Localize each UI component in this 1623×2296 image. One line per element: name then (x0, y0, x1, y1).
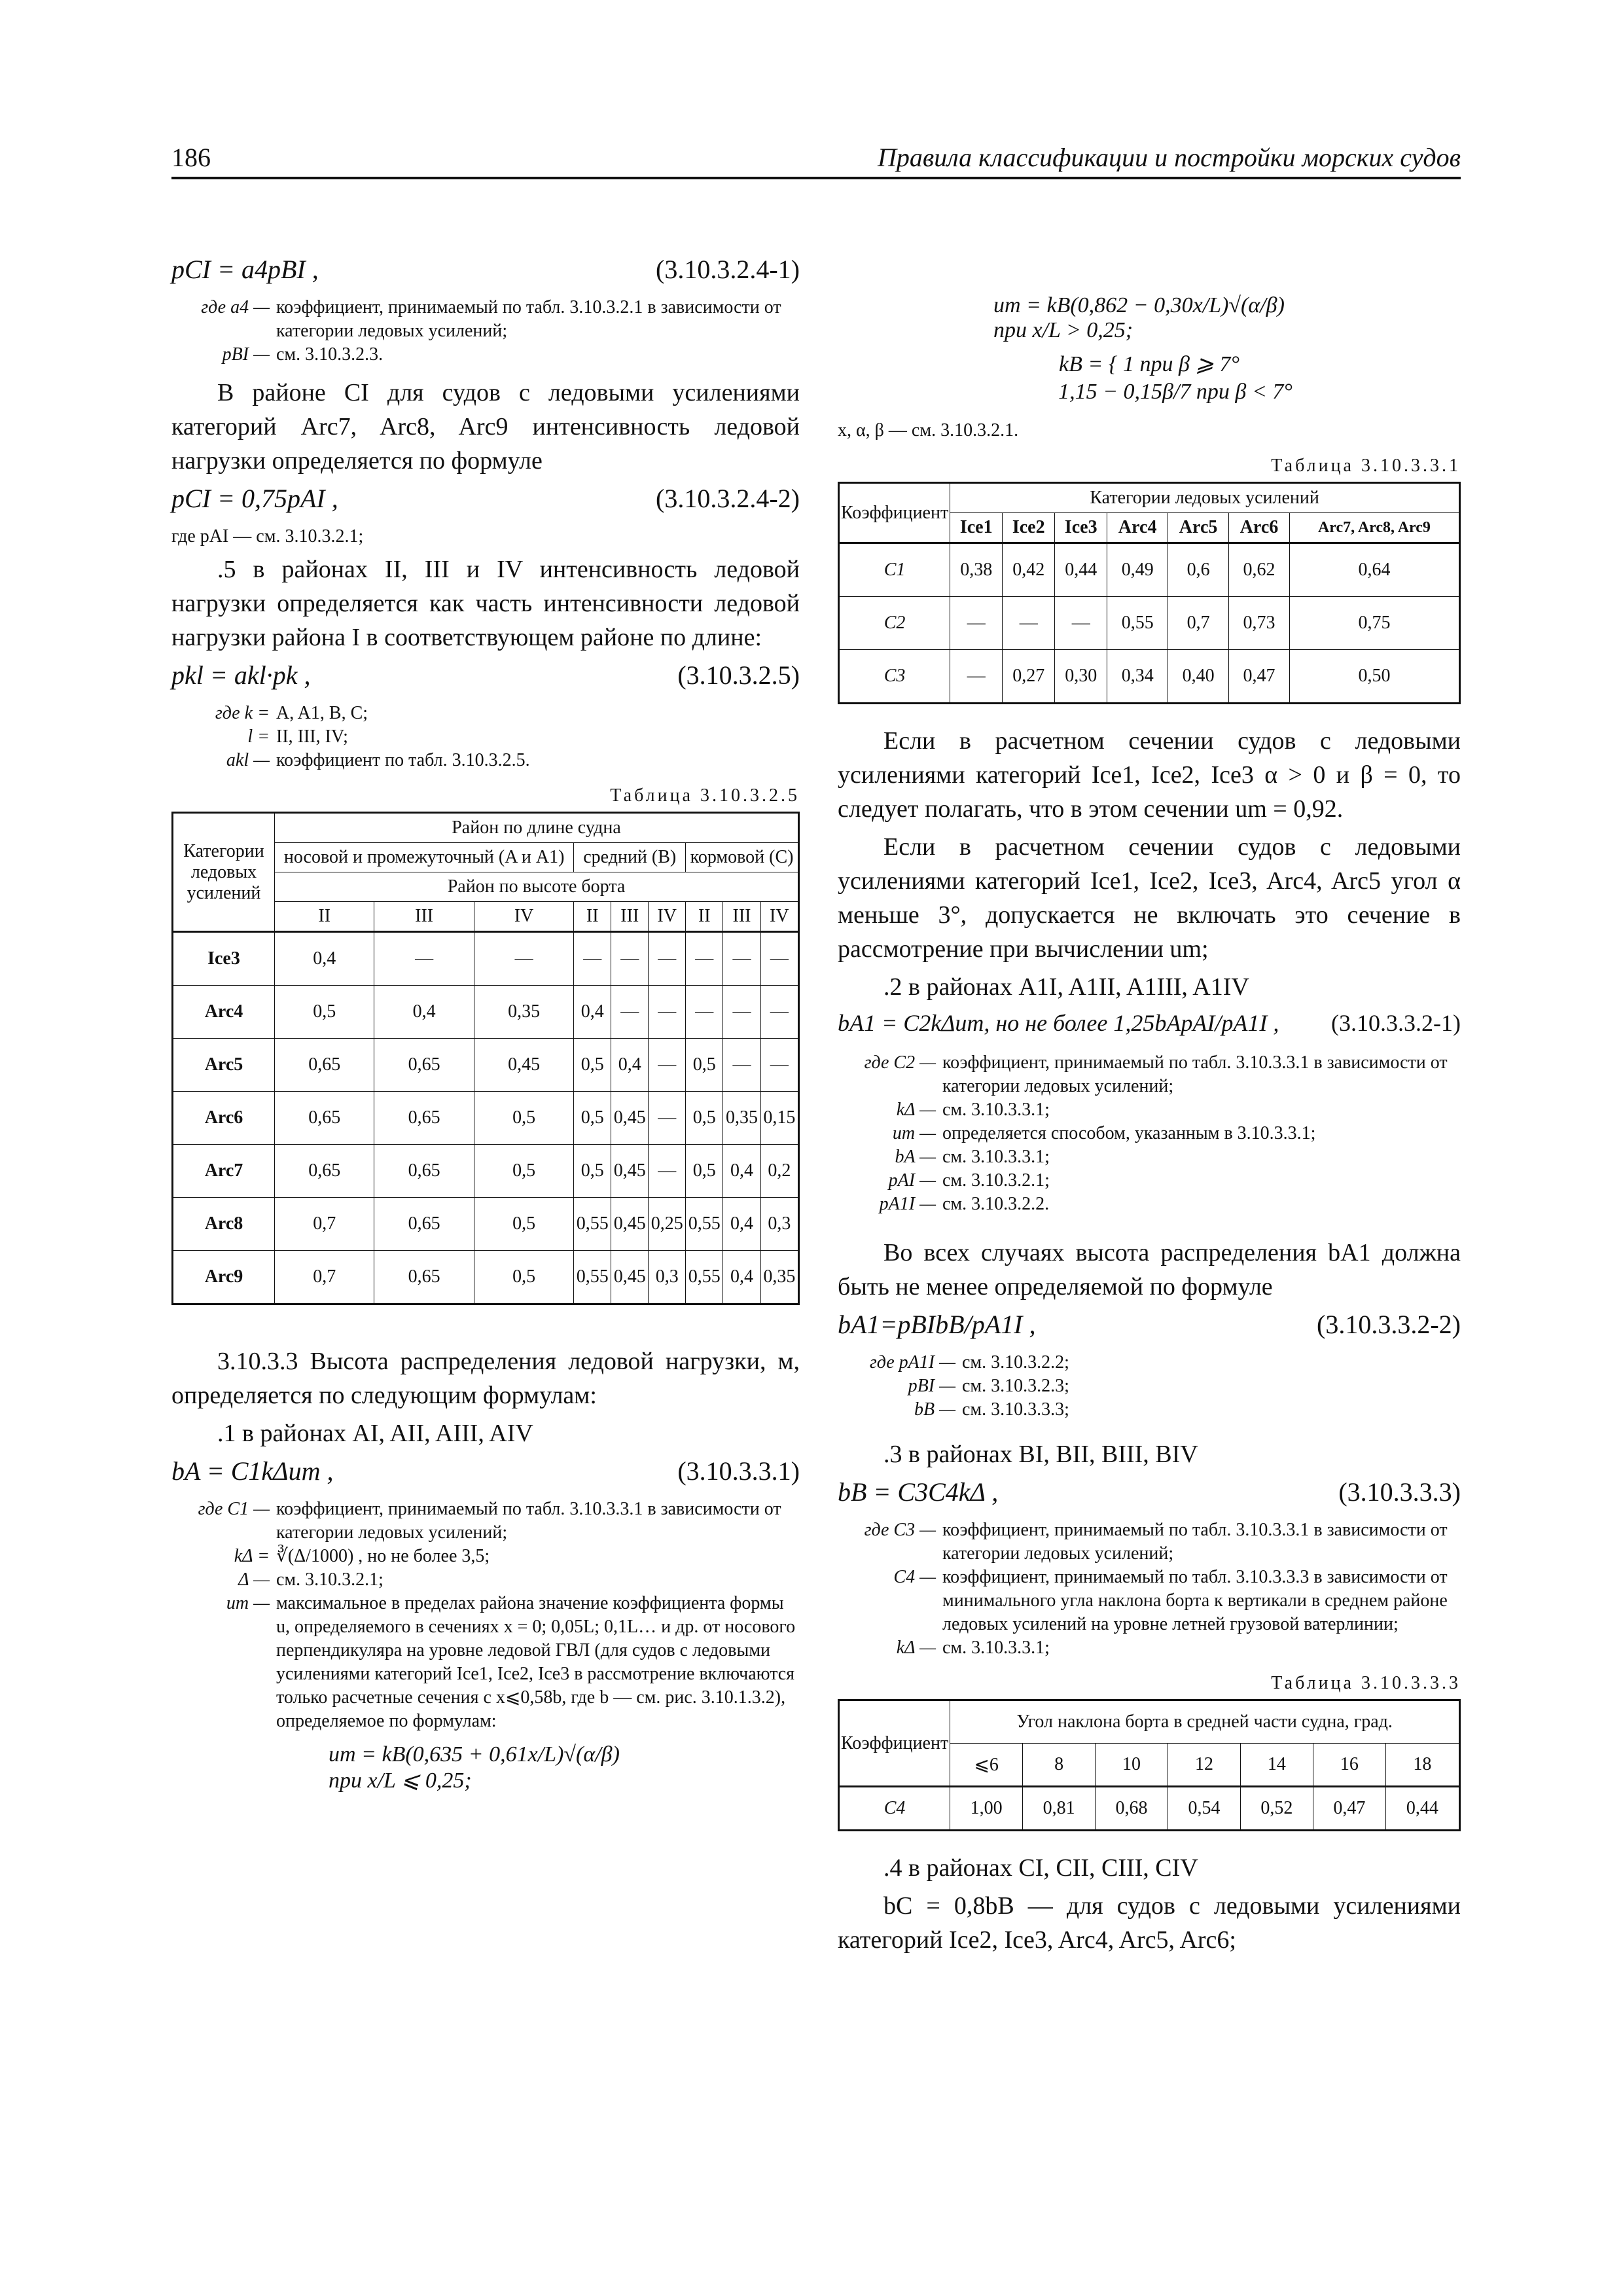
table-row (839, 597, 1460, 650)
table-cell: 0,44 (1055, 543, 1107, 597)
table-cell: 0,73 (1229, 597, 1290, 650)
table-cell: — (649, 1145, 686, 1198)
table-cell: 0,7 (275, 1251, 374, 1304)
table-cell: 0,47 (1229, 650, 1290, 704)
table-cell: 0,68 (1096, 1787, 1168, 1831)
table-cell: 0,5 (686, 1039, 723, 1092)
paragraph: .2 в районах A1I, A1II, A1III, A1IV (883, 973, 1249, 1001)
header-cell: 18 (1385, 1744, 1459, 1787)
formula-legend: где a4 — коэффициент, принимаемый по табл. 3.10.3.2.1 в зависимости от категории ледовых усилений; pBI — см. 3.10.3.2.3. (201, 297, 781, 365)
table-cell: 0,4 (374, 986, 474, 1039)
table-cell: 0,65 (275, 1092, 374, 1145)
table-cell: 0,47 (1313, 1787, 1385, 1831)
table-cell: 0,65 (374, 1092, 474, 1145)
formula-legend: где C1 — коэффициент, принимаемый по табл. 3.10.3.3.1 в зависимости от категории ледовых усилений; kΔ = ∛(Δ/1000) , но не более 3,5; Δ — см. 3.10.3.2.1; um — максимальное в пределах района значение коэффициента формы u, определяемого в сечениях x = 0; 0,05L; 0,1L… и др. от носового перпендикуляра на уровне ледовой ГВЛ (для судов с ледовыми усилениями категорий Ice1, Ice2, Ice3 в рассмотрение включаются только расчетные сечения с x⩽0,58b, где b — см. рис. 3.10.1.3.2), определяемое по формулам: (198, 1499, 796, 1731)
table-cell: — (760, 986, 798, 1039)
formula-legend: где pAI — см. 3.10.3.2.1; (171, 526, 364, 547)
header-cell: IV (649, 902, 686, 932)
table-cell: 0,35 (723, 1092, 760, 1145)
table-cell: 0,34 (1107, 650, 1168, 704)
table-cell: 0,5 (275, 986, 374, 1039)
table-cell: — (723, 932, 760, 986)
row-header: Ice3 (173, 932, 275, 986)
table-row (173, 1092, 799, 1145)
table-cell: 0,54 (1168, 1787, 1241, 1831)
table-cell: 0,65 (374, 1198, 474, 1251)
table-cell: 0,2 (760, 1145, 798, 1198)
table-cell: 0,50 (1289, 650, 1459, 704)
header-cell: Ice2 (1003, 513, 1055, 543)
header-cell: 12 (1168, 1744, 1241, 1787)
table-cell: 0,81 (1023, 1787, 1096, 1831)
table-cell: — (760, 932, 798, 986)
row-header: Arc5 (173, 1039, 275, 1092)
paragraph: bC = 0,8bB — для судов с ледовыми усилениями категорий Ice2, Ice3, Arc4, Arc5, Arc6; (838, 1892, 1461, 1954)
header-cell: Коэффициент (839, 483, 950, 543)
table-cell: 0,44 (1385, 1787, 1459, 1831)
table-cell: — (1003, 597, 1055, 650)
formula-um-1: um = kB(0,635 + 0,61x/L)√(α/β) при x/L ⩽ 0,25; (329, 1742, 620, 1793)
table-row (173, 1145, 799, 1198)
paragraph: .3 в районах BI, BII, BIII, BIV (883, 1441, 1198, 1468)
header-cell: 8 (1023, 1744, 1096, 1787)
table-cell: 0,55 (686, 1198, 723, 1251)
table-row (173, 932, 799, 986)
table-cell: — (723, 986, 760, 1039)
table-cell: 0,3 (649, 1251, 686, 1304)
table-cell: — (649, 986, 686, 1039)
table-caption: Таблица 3.10.3.2.5 (610, 785, 800, 806)
header-cell: Коэффициент (839, 1700, 950, 1787)
table-cell: 0,35 (760, 1251, 798, 1304)
table-cell: — (611, 986, 649, 1039)
row-header: C4 (839, 1787, 950, 1831)
formula-3-10-3-2-4-2: pCI = 0,75pAI , (3.10.3.2.4-2) (171, 484, 800, 513)
header-cell: Угол наклона борта в средней части судна, град. (950, 1700, 1460, 1744)
table-row (173, 1251, 799, 1304)
table-cell: 0,65 (374, 1251, 474, 1304)
header-cell: 14 (1240, 1744, 1313, 1787)
table-cell: 0,4 (574, 986, 611, 1039)
header-cell: носовой и промежуточный (A и A1) (275, 843, 574, 872)
paragraph: Если в расчетном сечении судов с ледовыми усилениями категорий Ice1, Ice2, Ice3, Arc4, Arc5 угол α меньше 3°, допускается не включать это сечение в рассмотрение при вычислении um; (838, 833, 1461, 963)
table-row (839, 543, 1460, 597)
paragraph: .4 в районах CI, CII, CIII, CIV (883, 1854, 1198, 1882)
header-cell: II (686, 902, 723, 932)
table-cell: 0,27 (1003, 650, 1055, 704)
table-cell: — (1055, 597, 1107, 650)
row-header: Arc9 (173, 1251, 275, 1304)
table-cell: 0,45 (474, 1039, 573, 1092)
table-row (173, 1198, 799, 1251)
header-cell: IV (760, 902, 798, 932)
paragraph: В районе CI для судов с ледовыми усилениями категорий Arc7, Arc8, Arc9 интенсивность ледовой нагрузки определяется по формуле (171, 379, 800, 475)
row-header: C2 (839, 597, 950, 650)
table-cell: — (574, 932, 611, 986)
paragraph: Если в расчетном сечении судов с ледовыми усилениями категорий Ice1, Ice2, Ice3 α > 0 и β = 0, то следует полагать, что в этом сечении um = 0,92. (838, 727, 1461, 823)
formula-legend: где C2 — коэффициент, принимаемый по табл. 3.10.3.3.1 в зависимости от категории ледовых усилений; kΔ — см. 3.10.3.3.1; um — определяется способом, указанным в 3.10.3.3.1; bA — см. 3.10.3.3.1; pAI — см. 3.10.3.2.1; pA1I — см. 3.10.3.2.2. (864, 1052, 1448, 1214)
table-cell: 0,5 (474, 1198, 573, 1251)
table-cell: 0,6 (1168, 543, 1229, 597)
formula-kb-2: 1,15 − 0,15β/7 при β < 7° (1058, 380, 1293, 404)
table-cell: 0,15 (760, 1092, 798, 1145)
table-cell: — (611, 932, 649, 986)
header-cell: Ice3 (1055, 513, 1107, 543)
header-cell: Arc6 (1229, 513, 1290, 543)
table-cell: 0,4 (723, 1251, 760, 1304)
formula-3-10-3-3-2-2: bA1=pBIbB/pA1I , (3.10.3.3.2-2) (838, 1310, 1461, 1339)
table-cell: 0,65 (275, 1145, 374, 1198)
row-header: C3 (839, 650, 950, 704)
table-cell: 0,5 (574, 1145, 611, 1198)
formula-legend: x, α, β — см. 3.10.3.2.1. (838, 420, 1019, 440)
row-header: Arc8 (173, 1198, 275, 1251)
header-cell: II (574, 902, 611, 932)
table-cell: 0,40 (1168, 650, 1229, 704)
header-cell: III (374, 902, 474, 932)
table-cell: 0,4 (611, 1039, 649, 1092)
header-cell: кормовой (C) (686, 843, 799, 872)
table-cell: 0,38 (950, 543, 1003, 597)
row-header: C1 (839, 543, 950, 597)
table-cell: 0,55 (686, 1251, 723, 1304)
right-column (838, 288, 1461, 1961)
table-cell: — (760, 1039, 798, 1092)
header-cell: средний (B) (574, 843, 686, 872)
table-cell: 0,65 (374, 1039, 474, 1092)
table-cell: 0,75 (1289, 597, 1459, 650)
header-cell: II (275, 902, 374, 932)
header-cell: 10 (1096, 1744, 1168, 1787)
table-cell: 0,52 (1240, 1787, 1313, 1831)
header-cell: Категории ледовых усилений (173, 813, 275, 932)
table-row (173, 986, 799, 1039)
row-header: Arc7 (173, 1145, 275, 1198)
table-caption: Таблица 3.10.3.3.1 (1271, 456, 1461, 476)
table-cell: 0,5 (574, 1039, 611, 1092)
table-3-10-3-3-3 (838, 1699, 1461, 1831)
table-cell: 0,42 (1003, 543, 1055, 597)
table-cell: 0,4 (723, 1145, 760, 1198)
row-header: Arc4 (173, 986, 275, 1039)
row-header: Arc6 (173, 1092, 275, 1145)
table-cell: — (950, 650, 1003, 704)
paragraph: Во всех случаях высота распределения bA1 должна быть не менее определяемой по формуле (838, 1239, 1461, 1300)
table-3-10-3-3-1 (838, 482, 1461, 704)
header-cell: Arc5 (1168, 513, 1229, 543)
header-cell: Ice1 (950, 513, 1003, 543)
header-cell: Arc4 (1107, 513, 1168, 543)
formula-legend: где C3 — коэффициент, принимаемый по табл. 3.10.3.3.1 в зависимости от категории ледовых усилений; C4 — коэффициент, принимаемый по табл. 3.10.3.3.3 в зависимости от минимального угла наклона борта к вертикали в среднем районе ледовых усилений на уровне летней грузовой ватерлинии; kΔ — см. 3.10.3.3.1; (864, 1520, 1448, 1658)
header-cell: Район по высоте борта (275, 872, 799, 902)
table-cell: 0,64 (1289, 543, 1459, 597)
formula-3-10-3-3-3: bB = C3C4kΔ , (3.10.3.3.3) (838, 1477, 1461, 1507)
formula-3-10-3-2-4-1: pCI = a4pBI , (3.10.3.2.4-1) (171, 255, 800, 284)
table-cell: 0,65 (374, 1145, 474, 1198)
table-cell: 0,5 (474, 1251, 573, 1304)
table-cell: 0,4 (275, 932, 374, 986)
table-cell: 0,30 (1055, 650, 1107, 704)
page-number: 186 (171, 143, 211, 172)
table-cell: 0,4 (723, 1198, 760, 1251)
table-cell: 0,55 (574, 1198, 611, 1251)
table-cell: — (649, 1092, 686, 1145)
paragraph: .5 в районах II, III и IV интенсивность ледовой нагрузки определяется как часть интенсивности ледовой нагрузки района I в соответствующем районе по длине: (171, 556, 800, 651)
table-cell: — (686, 932, 723, 986)
table-cell: 0,45 (611, 1092, 649, 1145)
table-cell: — (686, 986, 723, 1039)
running-title: Правила классификации и постройки морских судов (877, 143, 1461, 172)
formula-kb: kB = { 1 при β ⩾ 7° (1059, 352, 1240, 376)
table-cell: 0,45 (611, 1198, 649, 1251)
header-cell: III (611, 902, 649, 932)
table-row (173, 1039, 799, 1092)
table-cell: 0,5 (474, 1092, 573, 1145)
table-cell: 0,45 (611, 1145, 649, 1198)
table-cell: — (950, 597, 1003, 650)
table-row (839, 650, 1460, 704)
table-cell: — (649, 932, 686, 986)
header-cell: ⩽6 (950, 1744, 1023, 1787)
table-cell: 0,62 (1229, 543, 1290, 597)
table-cell: 0,45 (611, 1251, 649, 1304)
formula-3-10-3-3-1: bA = C1kΔum , (3.10.3.3.1) (171, 1456, 800, 1486)
left-column (171, 249, 800, 1800)
header-cell: IV (474, 902, 573, 932)
table-cell: 0,5 (686, 1145, 723, 1198)
paragraph: .1 в районах AI, AII, AIII, AIV (217, 1420, 533, 1447)
table-cell: — (474, 932, 573, 986)
table-cell: 0,5 (574, 1092, 611, 1145)
formula-um-2: um = kB(0,862 − 0,30x/L)√(α/β) при x/L > 0,25; (993, 293, 1285, 342)
paragraph: 3.10.3.3 Высота распределения ледовой нагрузки, м, определяется по следующим формулам: (171, 1348, 800, 1409)
table-cell: 0,65 (275, 1039, 374, 1092)
table-cell: 0,7 (1168, 597, 1229, 650)
table-cell: 0,5 (474, 1145, 573, 1198)
table-cell: — (649, 1039, 686, 1092)
table-cell: 0,7 (275, 1198, 374, 1251)
formula-3-10-3-3-2-1: bA1 = C2kΔum, но не более 1,25bApAI/pA1I , (3.10.3.3.2-1) (838, 1010, 1461, 1036)
table-cell: 1,00 (950, 1787, 1023, 1831)
page-header (171, 137, 1461, 179)
table-cell: 0,5 (686, 1092, 723, 1145)
formula-legend: где pA1I — см. 3.10.3.2.2; pBI — см. 3.10.3.2.3; bB — см. 3.10.3.3.3; (869, 1352, 1069, 1420)
formula-3-10-3-2-5: pkl = akl·pk , (3.10.3.2.5) (171, 660, 800, 690)
table-cell: 0,55 (574, 1251, 611, 1304)
header-cell: Категории ледовых усилений (950, 483, 1460, 513)
table-cell: — (374, 932, 474, 986)
header-cell: Район по длине судна (275, 813, 799, 843)
table-caption: Таблица 3.10.3.3.3 (1271, 1673, 1461, 1693)
header-cell: Arc7, Arc8, Arc9 (1289, 513, 1459, 543)
table-cell: — (723, 1039, 760, 1092)
header-cell: 16 (1313, 1744, 1385, 1787)
table-cell: 0,25 (649, 1198, 686, 1251)
table-cell: 0,55 (1107, 597, 1168, 650)
formula-legend: где k = A, A1, B, C; l = II, III, IV; akl — коэффициент по табл. 3.10.3.2.5. (215, 703, 530, 770)
table-3-10-3-2-5 (171, 812, 800, 1305)
table-cell: 0,35 (474, 986, 573, 1039)
table-cell: 0,49 (1107, 543, 1168, 597)
table-cell: 0,3 (760, 1198, 798, 1251)
header-cell: III (723, 902, 760, 932)
